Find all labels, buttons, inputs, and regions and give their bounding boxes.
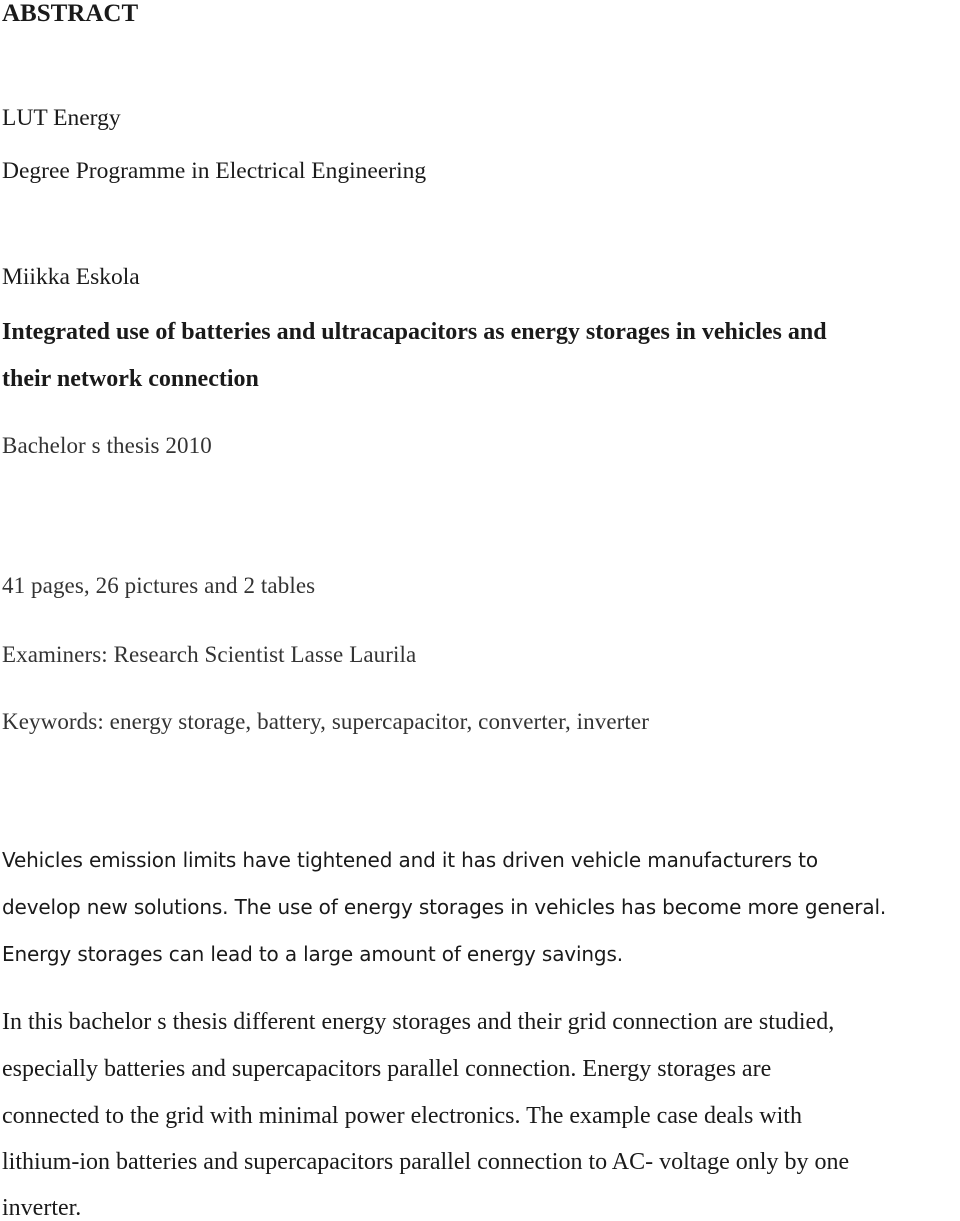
abstract-heading: ABSTRACT [2,0,139,27]
paragraph-2-line-2: especially batteries and supercapacitors parallel connection. Energy storages are [2,1056,772,1082]
thesis-title-line-1: Integrated use of batteries and ultracapacitors as energy storages in vehicles and [2,319,827,345]
paragraph-1-line-3: Energy storages can lead to a large amount of energy savings. [2,942,623,966]
keywords: Keywords: energy storage, battery, supercapacitor, converter, inverter [2,709,649,734]
thesis-extent: 41 pages, 26 pictures and 2 tables [2,573,316,598]
thesis-title-line-2: their network connection [2,366,259,392]
degree-programme: Degree Programme in Electrical Engineering [2,158,427,184]
examiners: Examiners: Research Scientist Lasse Laurila [2,642,417,667]
paragraph-2-line-5: inverter. [2,1195,82,1221]
paragraph-1-line-2: develop new solutions. The use of energy storages in vehicles has become more general. [2,895,887,919]
paragraph-2-line-3: connected to the grid with minimal power electronics. The example case deals with [2,1103,802,1129]
thesis-type-year: Bachelor s thesis 2010 [2,433,212,458]
paragraph-1-line-1: Vehicles emission limits have tightened and it has driven vehicle manufacturers to [2,848,818,872]
paragraph-2-line-1: In this bachelor s thesis different energy storages and their grid connection are studied, [2,1009,835,1035]
department: LUT Energy [2,105,121,131]
author-name: Miikka Eskola [2,264,140,290]
paragraph-2-line-4: lithium-ion batteries and supercapacitors parallel connection to AC- voltage only by one [2,1149,850,1175]
